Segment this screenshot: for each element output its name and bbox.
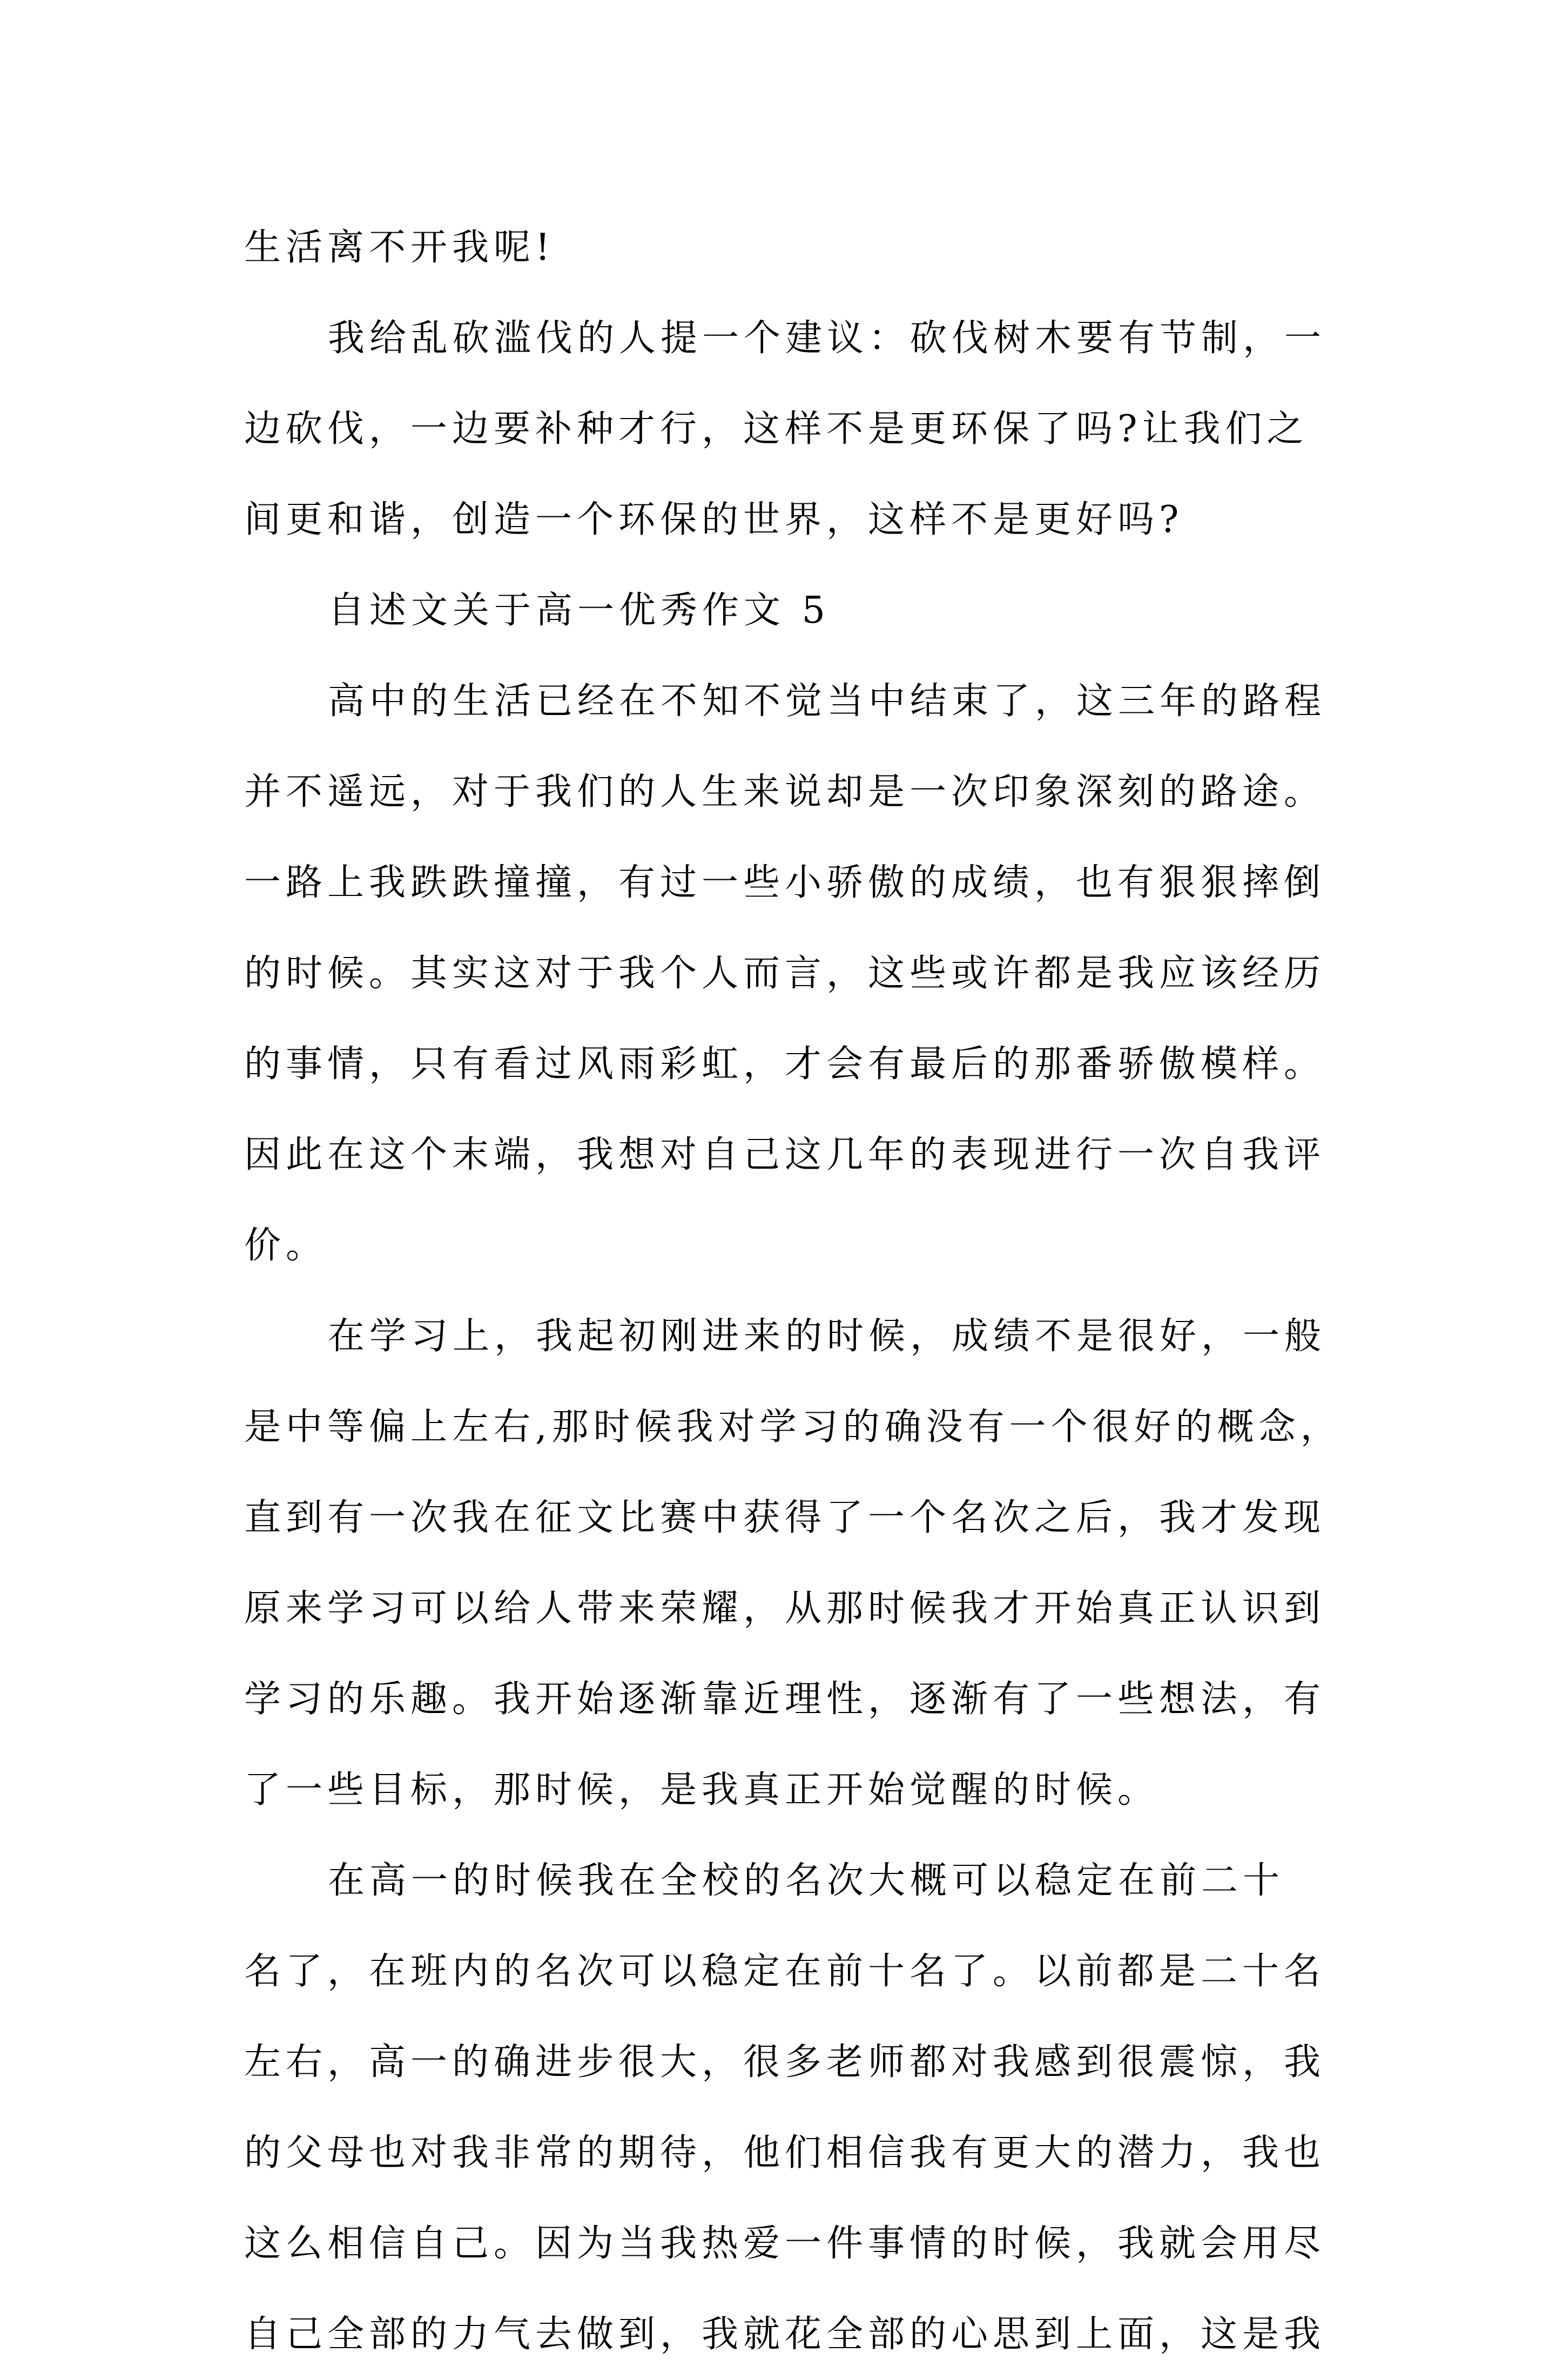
text-line: 左右，高一的确进步很大，很多老师都对我感到很震惊，我 <box>244 2041 1326 2084</box>
text-line: 高中的生活已经在不知不觉当中结束了，这三年的路程 <box>328 680 1326 723</box>
text-line: 这么相信自己。因为当我热爱一件事情的时候，我就会用尽 <box>244 2222 1326 2265</box>
text-line: 价。 <box>244 1224 328 1267</box>
text-line: 边砍伐，一边要补种才行，这样不是更环保了吗?让我们之 <box>244 408 1309 450</box>
text-line: 间更和谐，创造一个环保的世界，这样不是更好吗? <box>244 498 1184 541</box>
text-line: 自己全部的力气去做到，我就花全部的心思到上面，这是我 <box>244 2313 1326 2356</box>
essay-text <box>244 203 1346 2380</box>
text-line: 名了，在班内的名次可以稳定在前十名了。以前都是二十名 <box>244 1950 1326 1993</box>
text-line: 并不遥远，对于我们的人生来说却是一次印象深刻的路途。 <box>244 771 1326 813</box>
text-line: 的父母也对我非常的期待，他们相信我有更大的潜力，我也 <box>244 2132 1326 2174</box>
text-line: 原来学习可以给人带来荣耀，从那时候我才开始真正认识到 <box>244 1587 1326 1630</box>
text-line: 了一些目标，那时候，是我真正开始觉醒的时候。 <box>244 1769 1160 1811</box>
text-line: 在高一的时候我在全校的名次大概可以稳定在前二十 <box>328 1859 1285 1902</box>
text-line: 是中等偏上左右,那时候我对学习的确没有一个很好的概念， <box>244 1406 1342 1448</box>
text-line: 我给乱砍滥伐的人提一个建议：砍伐树木要有节制，一 <box>328 317 1326 360</box>
section-heading: 自述文关于高一优秀作文 5 <box>328 589 830 632</box>
text-line: 的事情，只有看过风雨彩虹，才会有最后的那番骄傲模样。 <box>244 1043 1326 1086</box>
text-line: 的时候。其实这对于我个人而言，这些或许都是我应该经历 <box>244 952 1326 995</box>
text-line: 生活离不开我呢! <box>244 226 555 269</box>
text-line: 学习的乐趣。我开始逐渐靠近理性，逐渐有了一些想法，有 <box>244 1678 1326 1721</box>
text-line: 直到有一次我在征文比赛中获得了一个名次之后，我才发现 <box>244 1496 1326 1539</box>
text-line: 一路上我跌跌撞撞，有过一些小骄傲的成绩，也有狠狠摔倒 <box>244 861 1326 904</box>
text-line: 因此在这个末端，我想对自己这几年的表现进行一次自我评 <box>244 1134 1326 1176</box>
text-line: 在学习上，我起初刚进来的时候，成绩不是很好，一般 <box>328 1315 1326 1358</box>
